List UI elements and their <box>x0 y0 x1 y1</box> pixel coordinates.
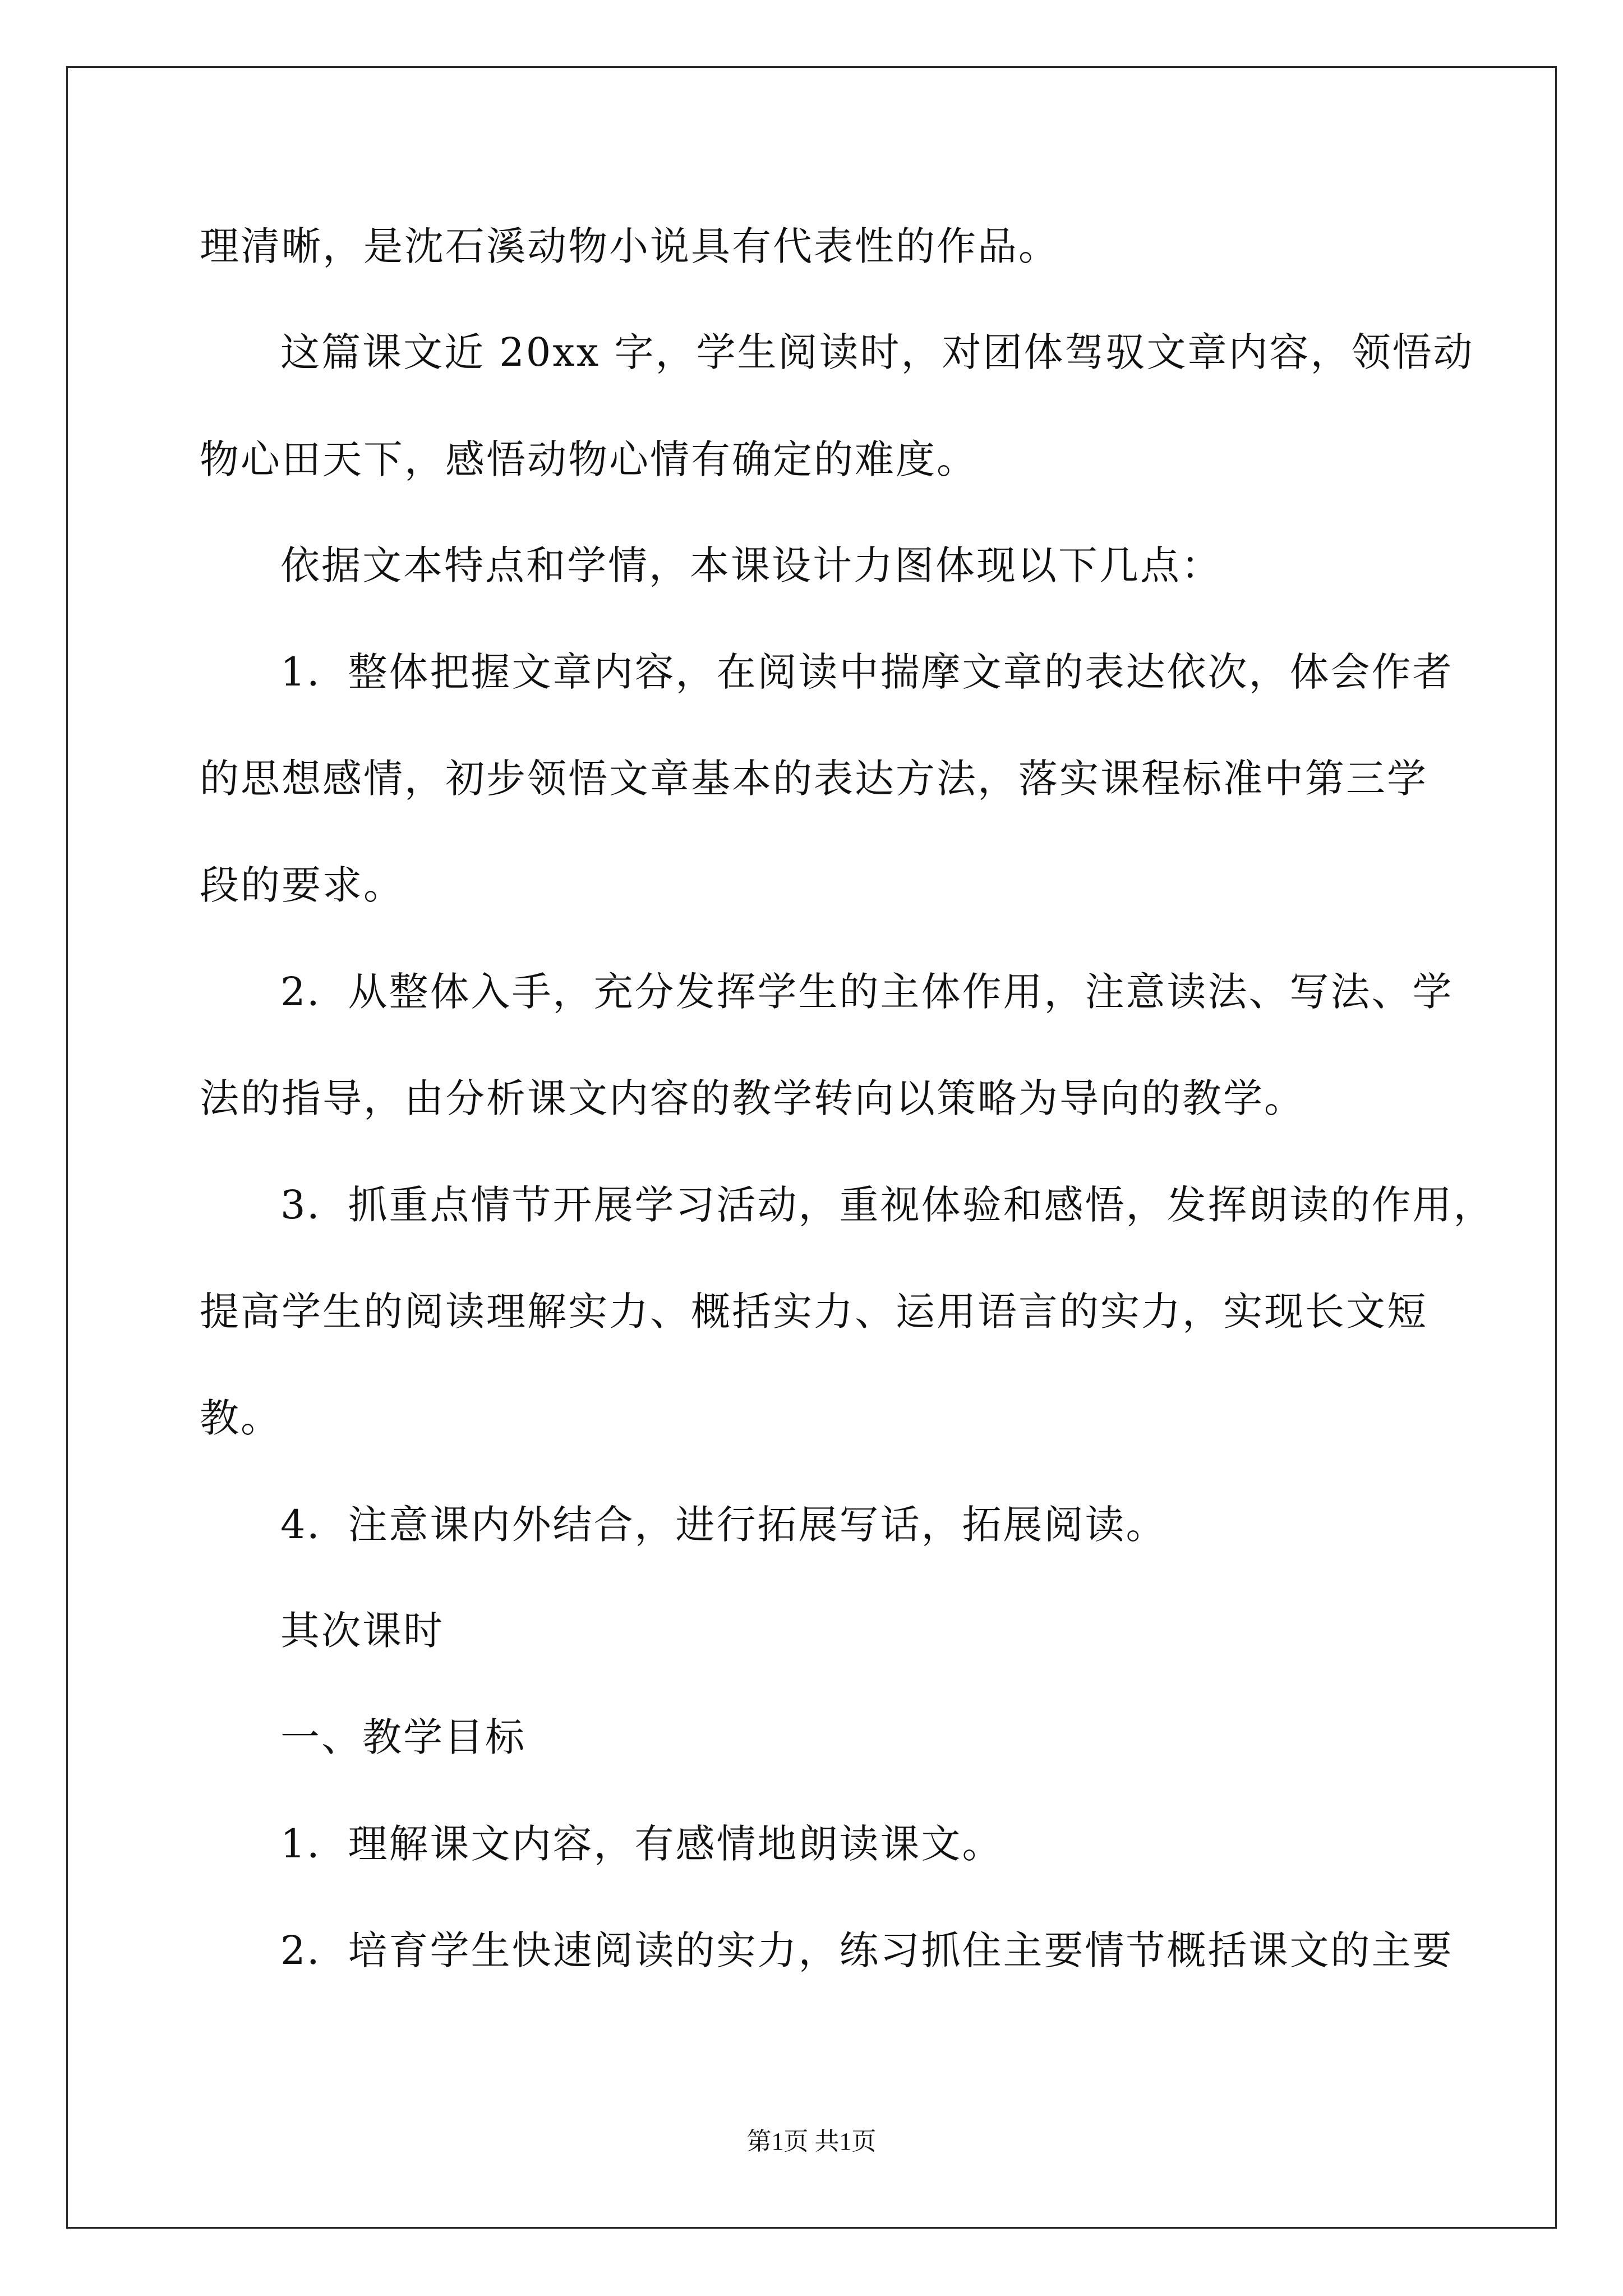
text-line: 段的要求。 <box>200 862 404 908</box>
text-line: 2．培育学生快速阅读的实力，练习抓住主要情节概括课文的主要 <box>280 1927 1454 1973</box>
text-line: 2．从整体入手，充分发挥学生的主体作用，注意读法、写法、学 <box>280 969 1454 1015</box>
text-line: 的思想感情，初步领悟文章基本的表达方法，落实课程标准中第三学 <box>200 756 1428 802</box>
text-line: 4．注意课内外结合，进行拓展写话，拓展阅读。 <box>280 1502 1167 1548</box>
text-line: 教。 <box>200 1395 282 1441</box>
text-line: 这篇课文近 20xx 字，学生阅读时，对团体驾驭文章内容，领悟动 <box>280 329 1474 375</box>
text-line: 理清晰，是沈石溪动物小说具有代表性的作品。 <box>200 223 1059 269</box>
section-heading: 一、教学目标 <box>280 1714 526 1760</box>
text-line: 提高学生的阅读理解实力、概括实力、运用语言的实力，实现长文短 <box>200 1289 1428 1335</box>
section-heading: 其次课时 <box>280 1608 444 1654</box>
text-line: 3．抓重点情节开展学习活动，重视体验和感悟，发挥朗读的作用， <box>280 1182 1495 1228</box>
page-footer: 第1页 共1页 <box>746 2128 877 2155</box>
text-line: 1．整体把握文章内容，在阅读中揣摩文章的表达依次，体会作者 <box>280 649 1454 695</box>
text-line: 物心田天下，感悟动物心情有确定的难度。 <box>200 436 978 482</box>
text-line: 法的指导，由分析课文内容的教学转向以策略为导向的教学。 <box>200 1075 1305 1121</box>
page-border <box>66 66 1557 2229</box>
text-line: 依据文本特点和学情，本课设计力图体现以下几点： <box>280 542 1222 588</box>
text-line: 1．理解课文内容，有感情地朗读课文。 <box>280 1821 1003 1867</box>
